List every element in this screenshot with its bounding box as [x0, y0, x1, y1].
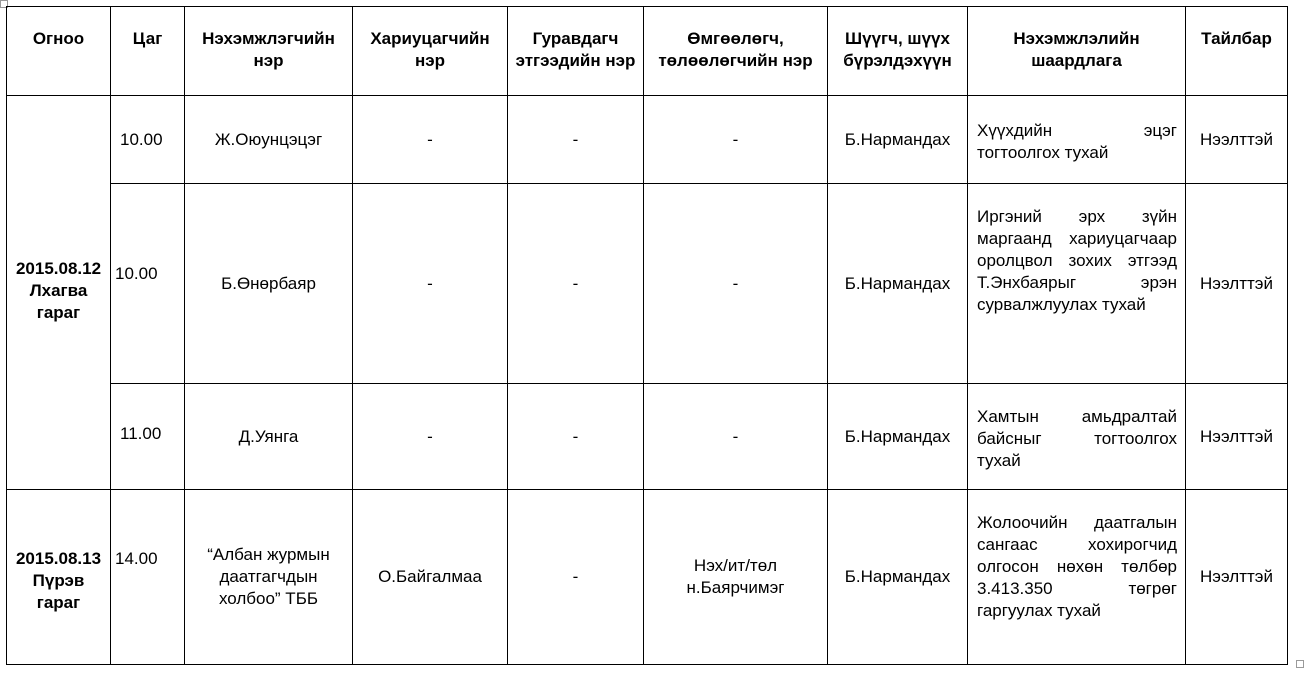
claim-cell: Иргэний эрх зүйн маргаанд хариуцагчаар оролцвол зохих этгээд Т.Энхбаярыг эрэн сурвалжлуулах тухай: [968, 184, 1186, 384]
third-party-cell: -: [508, 384, 644, 490]
date-cell: [7, 490, 111, 665]
day-value: Пүрэв гараг: [32, 571, 85, 612]
page-corner-marker: [1296, 660, 1304, 668]
header-advocate: Өмгөөлөгч, төлөөлөгчийн нэр: [644, 7, 828, 96]
advocate-cell: Нэх/ит/төл н.Баярчимэг: [644, 490, 828, 665]
advocate-cell: -: [644, 184, 828, 384]
judge-cell: Б.Нармандах: [828, 184, 968, 384]
advocate-cell: -: [644, 96, 828, 184]
date-value: 2015.08.13: [15, 549, 102, 568]
defendant-cell: О.Байгалмаа: [353, 490, 508, 665]
plaintiff-cell: Ж.Оюунцэцэг: [185, 96, 353, 184]
claim-cell: Жолоочийн даатгалын сангаас хохирогчид олгосон нөхөн төлбөр 3.413.350 төгрөг гаргуулах тухай: [968, 490, 1186, 665]
time-cell: 11.00: [111, 384, 185, 490]
note-cell: Нээлттэй: [1186, 184, 1288, 384]
date-value: 2015.08.12: [15, 259, 102, 278]
plaintiff-cell: Б.Өнөрбаяр: [185, 184, 353, 384]
judge-cell: Б.Нармандах: [828, 96, 968, 184]
third-party-cell: -: [508, 96, 644, 184]
day-value: Лхагва гараг: [29, 281, 88, 322]
defendant-cell: -: [353, 184, 508, 384]
claim-cell: Хүүхдийн эцэг тогтоолгох тухай: [968, 96, 1186, 184]
advocate-cell: -: [644, 384, 828, 490]
defendant-cell: -: [353, 384, 508, 490]
header-note: Тайлбар: [1186, 7, 1288, 96]
date-cell: [7, 96, 111, 490]
table-row: [7, 96, 1288, 184]
header-plaintiff: Нэхэмжлэгчийн нэр: [185, 7, 353, 96]
time-cell: 10.00: [111, 96, 185, 184]
header-row: [7, 7, 1288, 96]
third-party-cell: -: [508, 184, 644, 384]
time-cell: 14.00: [111, 490, 185, 665]
court-schedule-table: [6, 6, 1288, 665]
time-cell: 10.00: [111, 184, 185, 384]
plaintiff-cell: “Албан журмын даатгагчдын холбоо” ТББ: [185, 490, 353, 665]
table-row: [7, 490, 1288, 665]
note-cell: Нээлттэй: [1186, 96, 1288, 184]
header-time: Цаг: [111, 7, 185, 96]
note-cell: Нээлттэй: [1186, 490, 1288, 665]
claim-cell: Хамтын амьдралтай байсныг тогтоолгох тухай: [968, 384, 1186, 490]
header-judge: Шүүгч, шүүх бүрэлдэхүүн: [828, 7, 968, 96]
plaintiff-cell: Д.Уянга: [185, 384, 353, 490]
header-claim: Нэхэмжлэлийн шаардлага: [968, 7, 1186, 96]
note-cell: Нээлттэй: [1186, 384, 1288, 490]
defendant-cell: -: [353, 96, 508, 184]
table-row: [7, 384, 1288, 490]
header-third-party: Гуравдагч этгээдийн нэр: [508, 7, 644, 96]
header-defendant: Хариуцагчийн нэр: [353, 7, 508, 96]
third-party-cell: -: [508, 490, 644, 665]
table-row: [7, 184, 1288, 384]
judge-cell: Б.Нармандах: [828, 490, 968, 665]
judge-cell: Б.Нармандах: [828, 384, 968, 490]
header-date: Огноо: [7, 7, 111, 96]
